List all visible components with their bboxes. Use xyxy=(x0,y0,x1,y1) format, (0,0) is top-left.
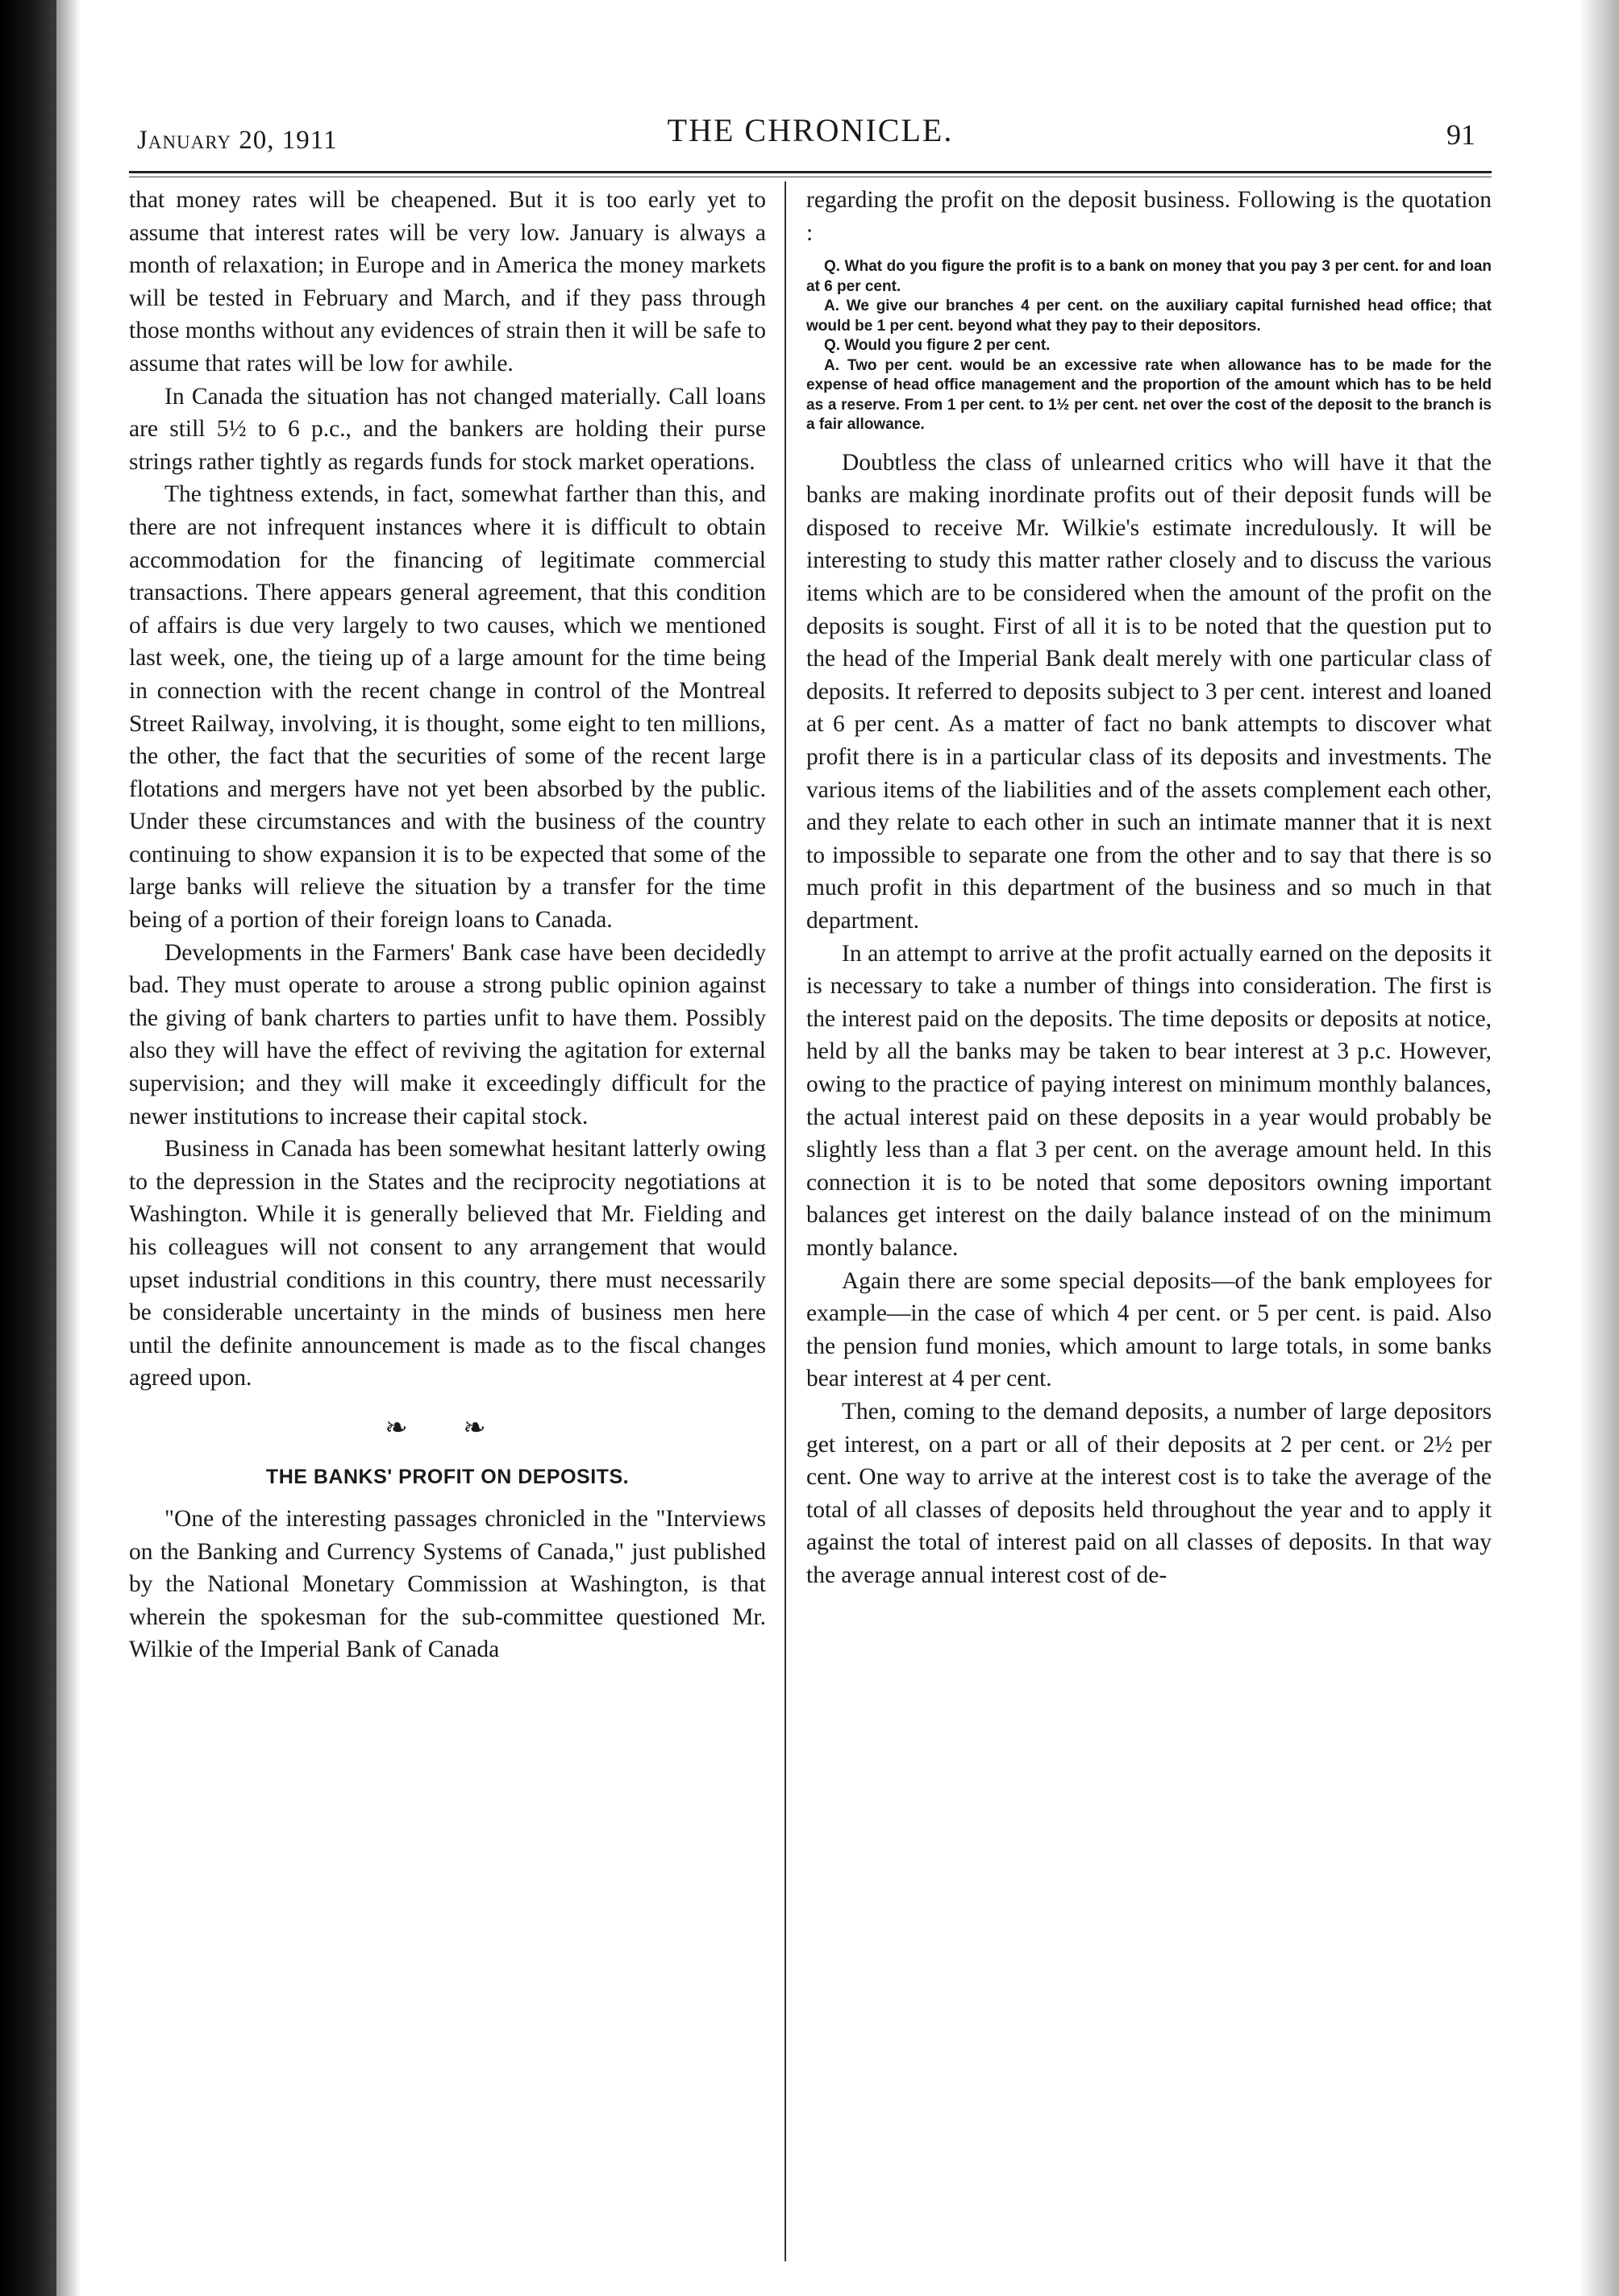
quotation-answer-2: A. Two per cent. would be an excessive rate when allowance has to be made for the expense of head office management and the proportion of the amount which has to be held as a reserve. From 1 per cent. to 1½ per cent. net over the cost of the deposit to the branch is a fair allowance. xyxy=(806,356,1492,434)
column-divider xyxy=(785,181,786,2261)
header-rule xyxy=(129,171,1492,173)
left-column xyxy=(129,184,766,1666)
interview-quotation xyxy=(806,257,1492,435)
paragraph-money-rates: that money rates will be cheapened. But it is too early yet to assume that interest rates will be very low. January is always a month of relaxation; in Europe and in America the money markets will be tested in February and March, and if they pass through those months without any evidences of strain then it will be safe to assume that rates will be low for awhile. xyxy=(129,187,766,376)
quotation-question-2: Q. Would you figure 2 per cent. xyxy=(824,337,1051,355)
paragraph-tightness: The tightness extends, in fact, somewhat farther than this, and there are not infrequent instances where it is difficult to obtain accommodation for the financing of legitimate commercial transactions. There appears general agreement, that this condition of affairs is due very largely to two causes, which we mentioned last week, one, the tieing up of a large amount for the time being in connection with the recent change in control of the Montreal Street Railway, involving, it is thought, some eight to ten millions, the other, the fact that the securities of some of the recent large flotations and mergers have not yet been absorbed by the public. Under these circumstances and with the business of the country continuing to show expansion it is to be expected that some of the large banks will relieve the situation by a transfer for the time being of a portion of their foreign loans to Canada. xyxy=(129,481,766,934)
publication-title: THE CHRONICLE. xyxy=(667,112,954,148)
paragraph-demand-deposits: Then, coming to the demand deposits, a number of large depositors get interest, on a part or all of their deposits at 2 per cent. or 2½ per cent. One way to arrive at the interest cost is to take the average of the total of all classes of deposits held throughout the year and to apply it against the total of interest paid on all classes of deposits. In that way the average annual interest cost of de- xyxy=(806,1398,1492,1588)
paragraph-article-intro: "One of the interesting passages chronicled in the "Interviews on the Banking and Currency Systems of Canada," just published by the National Monetary Commission at Washington, is that wherein the spokesman for the sub-committee questioned Mr. Wilkie of the Imperial Bank of Canada xyxy=(129,1505,766,1663)
section-ornament: ❧ ❧ xyxy=(385,1412,510,1443)
paragraph-quotation-intro: regarding the profit on the deposit business. Following is the quotation : xyxy=(806,187,1492,246)
scan-left-edge-shadow xyxy=(56,0,81,2296)
scan-left-edge xyxy=(0,0,56,2296)
scan-right-edge xyxy=(1579,0,1619,2296)
article-heading: THE BANKS' PROFIT ON DEPOSITS. xyxy=(265,1465,630,1488)
paragraph-business-canada: Business in Canada has been somewhat hesitant latterly owing to the depression in the States and the reciprocity negotiations at Washington. While it is generally believed that Mr. Fielding and his colleagues will not consent to any arrangement that would upset industrial conditions in this country, there must necessarily be considerable uncertainty in the minds of business men here until the definite announcement is made as to the fiscal changes agreed upon. xyxy=(129,1136,766,1391)
issue-date: January 20, 1911 xyxy=(137,126,338,155)
paragraph-special-deposits: Again there are some special deposits—of the bank employees for example—in the case of which 4 per cent. or 5 per cent. is paid. Also the pension fund monies, which amount to large totals, in some banks bear interest at 4 per cent. xyxy=(806,1267,1492,1392)
paragraph-unlearned-critics: Doubtless the class of unlearned critics who will have it that the banks are making inordinate profits out of their deposit funds will be disposed to receive Mr. Wilkie's estimate incredulously. It will be interesting to study this matter rather closely and to discuss the various items which are to be considered when the amount of the profit on the deposits is sought. First of all it is to be noted that the question put to the head of the Imperial Bank dealt merely with one particular class of deposits. It referred to deposits subject to 3 per cent. interest and loaned at 6 per cent. As a matter of fact no bank attempts to discover what profit there is in a particular class of its deposits and investments. The various items of the liabilities and of the assets complement each other, and they relate to each other in such an intimate manner that it is next to impossible to separate one from the other and to say that there is so much profit in this department of the business and so much in that department. xyxy=(806,449,1492,934)
right-column xyxy=(806,184,1492,1591)
paragraph-farmers-bank: Developments in the Farmers' Bank case have been decidedly bad. They must operate to arouse a strong public opinion against the giving of bank charters to parties unfit to have them. Possibly also they will have the effect of reviving the agitation for external supervision; and they will make it exceedingly difficult for the newer institutions to increase their capital stock. xyxy=(129,939,766,1129)
paragraph-profit-earned: In an attempt to arrive at the profit actually earned on the deposits it is necessary to take a number of things into consideration. The first is the interest paid on the deposits. The time deposits or deposits at notice, held by all the banks may be taken to bear interest at 3 p.c. However, owing to the practice of paying interest on minimum monthly balances, the actual interest paid on these deposits in a year would probably be slightly less than a flat 3 per cent. on the average amount held. In this connection it is to be noted that some depositors owning important balances get interest on the daily balance instead of on the minimum montly balance. xyxy=(806,940,1492,1261)
paragraph-canada-situation: In Canada the situation has not changed materially. Call loans are still 5½ to 6 p.c., and the bankers are holding their purse strings rather tightly as regards funds for stock market operations. xyxy=(129,383,766,475)
newspaper-page xyxy=(121,81,1492,2257)
quotation-answer-1: A. We give our branches 4 per cent. on the auxiliary capital furnished head office; that would be 1 per cent. beyond what they pay to their depositors. xyxy=(806,297,1492,335)
page-number: 91 xyxy=(1446,119,1475,151)
quotation-question-1: Q. What do you figure the profit is to a bank on money that you pay 3 per cent. for and loan at 6 per cent. xyxy=(806,258,1492,295)
running-head xyxy=(129,111,1492,160)
